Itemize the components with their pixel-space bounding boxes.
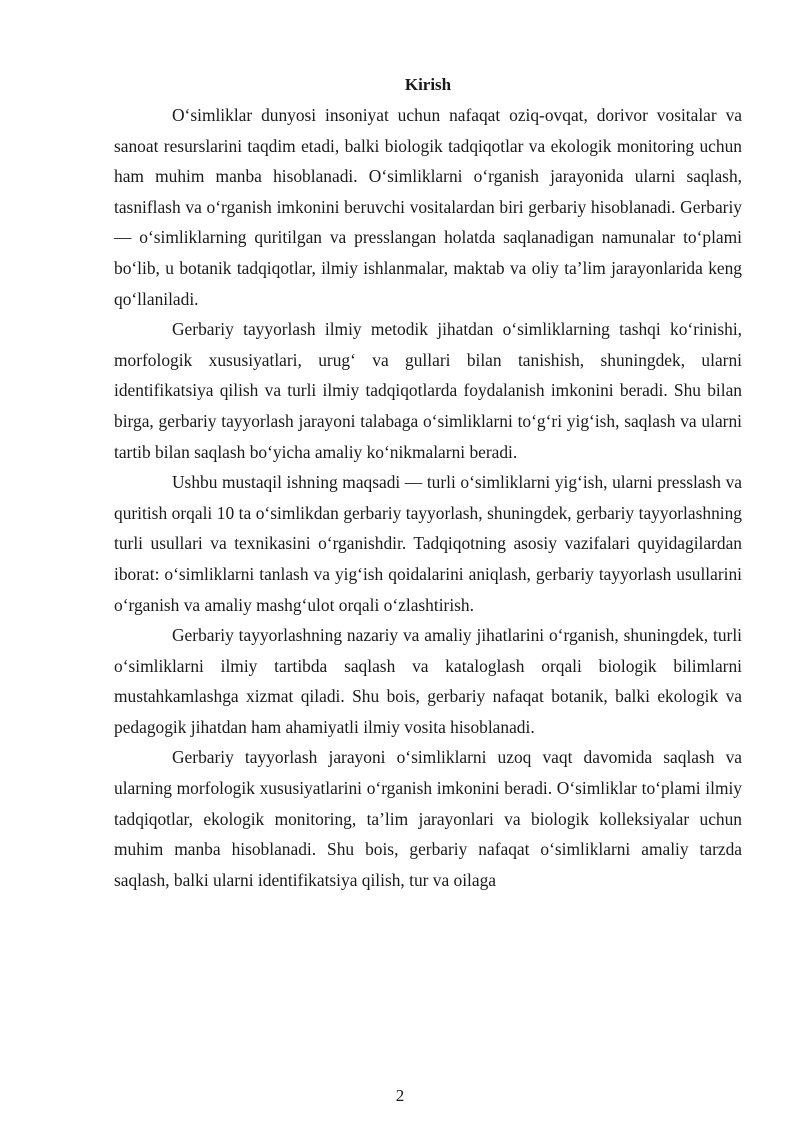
paragraph-2: Gerbariy tayyorlash ilmiy metodik jihatdan o‘simliklarning tashqi ko‘rinishi, morfologik xususiyatlari, urug‘ va gullari bilan tanishish, shuningdek, ularni identifikatsiya qilish va turli ilmiy tadqiqotlarda foydalanish imkonini beradi. Shu bilan birga, gerbariy tayyorlash jarayoni talabaga o‘simliklarni to‘g‘ri yig‘ish, saqlash va ularni tartib bilan saqlash bo‘yicha amaliy ko‘nikmalarni beradi. [114,319,742,462]
paragraph-4: Gerbariy tayyorlashning nazariy va amaliy jihatlarini o‘rganish, shuningdek, turli o‘simliklarni ilmiy tartibda saqlash va kataloglash orqali biologik bilimlarni mustahkamlashga xizmat qiladi. Shu bois, gerbariy nafaqat botanik, balki ekologik va pedagogik jihatdan ham ahamiyatli ilmiy vosita hisoblanadi. [114,625,742,737]
paragraph-3: Ushbu mustaqil ishning maqsadi — turli o‘simliklarni yig‘ish, ularni presslash va quritish orqali 10 ta o‘simlikdan gerbariy tayyorlash, shuningdek, gerbariy tayyorlashning turli usullari va texnikasini o‘rganishdir. Tadqiqotning asosiy vazifalari quyidagilardan iborat: o‘simliklarni tanlash va yig‘ish qoidalarini aniqlash, gerbariy tayyorlash usullarini o‘rganish va amaliy mashg‘ulot orqali o‘zlashtirish. [114,472,742,615]
paragraph-5: Gerbariy tayyorlash jarayoni o‘simliklarni uzoq vaqt davomida saqlash va ularning morfologik xususiyatlarini o‘rganish imkonini beradi. O‘simliklar to‘plami ilmiy tadqiqotlar, ekologik monitoring, ta’lim jarayonlari va biologik kolleksiyalar uchun muhim manba hisoblanadi. Shu bois, gerbariy nafaqat o‘simliklarni amaliy tarzda saqlash, balki ularni identifikatsiya qilish, tur va oilaga [114,747,742,890]
document-page [114,74,742,895]
paragraph-1: O‘simliklar dunyosi insoniyat uchun nafaqat oziq-ovqat, dorivor vositalar va sanoat resurslarini taqdim etadi, balki biologik tadqiqotlar va ekologik monitoring uchun ham muhim manba hisoblanadi. O‘simliklarni o‘rganish jarayonida ularni saqlash, tasniflash va o‘rganish imkonini beruvchi vositalardan biri gerbariy hisoblanadi. Gerbariy — o‘simliklarning quritilgan va presslangan holatda saqlanadigan namunalar to‘plami bo‘lib, u botanik tadqiqotlar, ilmiy ishlanmalar, maktab va oliy ta’lim jarayonlarida keng qo‘llaniladi. [114,105,742,309]
section-title: Kirish [404,75,452,94]
page-number: 2 [395,1086,405,1105]
